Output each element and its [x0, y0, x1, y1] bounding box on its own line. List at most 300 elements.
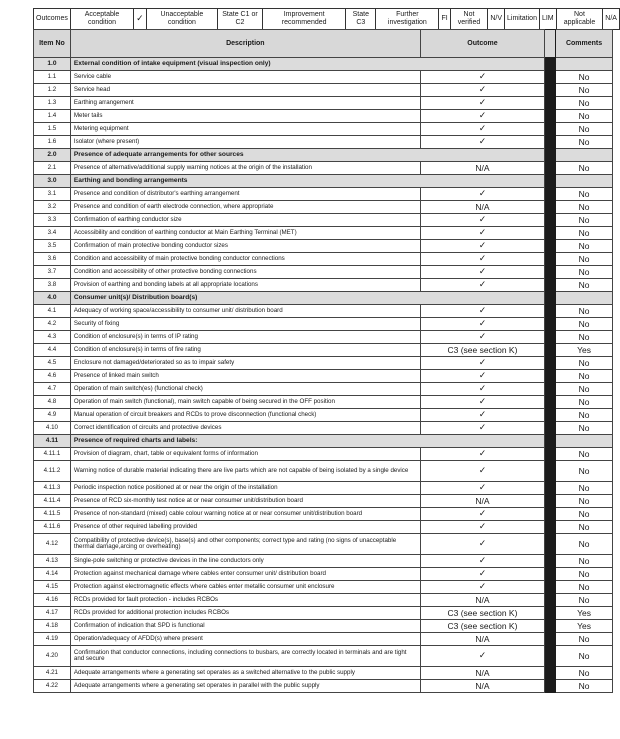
comments-cell: No	[556, 162, 613, 175]
outcome-cell: ✓	[420, 305, 544, 318]
item-number: 1.2	[34, 84, 71, 97]
item-number: 1.3	[34, 97, 71, 110]
outcome-cell: ✓	[420, 568, 544, 581]
comments-cell	[556, 149, 613, 162]
item-number: 2.0	[34, 149, 71, 162]
item-number: 2.1	[34, 162, 71, 175]
table-row	[34, 620, 613, 633]
comments-cell: No	[556, 646, 613, 667]
item-description: Presence of other required labelling provided	[70, 521, 420, 534]
separator-bar	[545, 84, 556, 97]
item-number: 4.15	[34, 581, 71, 594]
table-row	[34, 667, 613, 680]
separator-bar	[545, 607, 556, 620]
item-number: 3.8	[34, 279, 71, 292]
table-row	[34, 409, 613, 422]
item-description: Meter tails	[70, 110, 420, 123]
separator-bar	[545, 266, 556, 279]
item-number: 4.11.3	[34, 482, 71, 495]
comments-cell: No	[556, 123, 613, 136]
section-title: Presence of adequate arrangements for other sources	[70, 149, 544, 162]
separator-bar	[545, 149, 556, 162]
separator-bar	[545, 409, 556, 422]
comments-cell: No	[556, 370, 613, 383]
comments-cell: No	[556, 110, 613, 123]
outcome-cell: N/A	[420, 162, 544, 175]
outcome-cell: ✓	[420, 555, 544, 568]
comments-cell: No	[556, 253, 613, 266]
separator-bar	[545, 581, 556, 594]
table-row	[34, 521, 613, 534]
item-number: 4.2	[34, 318, 71, 331]
separator-bar	[545, 318, 556, 331]
outcome-cell: N/A	[420, 201, 544, 214]
outcome-cell: C3 (see section K)	[420, 344, 544, 357]
separator-bar	[545, 175, 556, 188]
item-description: Security of fixing	[70, 318, 420, 331]
separator-bar	[545, 188, 556, 201]
legend-cell: Not applicable	[556, 9, 603, 30]
item-number: 1.6	[34, 136, 71, 149]
separator-bar	[545, 521, 556, 534]
item-number: 4.21	[34, 667, 71, 680]
comments-cell: Yes	[556, 344, 613, 357]
outcome-cell: ✓	[420, 214, 544, 227]
header-item-no: Item No	[34, 30, 71, 58]
item-description: Metering equipment	[70, 123, 420, 136]
item-number: 4.11.2	[34, 461, 71, 482]
item-description: Condition of enclosure(s) in terms of IP rating	[70, 331, 420, 344]
legend-cell: N/A	[603, 9, 620, 30]
comments-cell: No	[556, 568, 613, 581]
separator-bar	[545, 383, 556, 396]
item-description: RCDs provided for additional protection includes RCBOs	[70, 607, 420, 620]
separator-bar	[545, 396, 556, 409]
comments-cell: No	[556, 521, 613, 534]
item-number: 4.13	[34, 555, 71, 568]
outcome-cell: ✓	[420, 331, 544, 344]
comments-cell: No	[556, 495, 613, 508]
outcome-cell: ✓	[420, 123, 544, 136]
outcome-cell: ✓	[420, 110, 544, 123]
item-number: 3.2	[34, 201, 71, 214]
table-row	[34, 71, 613, 84]
table-row	[34, 110, 613, 123]
outcome-cell: N/A	[420, 633, 544, 646]
table-row	[34, 123, 613, 136]
header-outcome: Outcome	[420, 30, 544, 58]
item-number: 4.17	[34, 607, 71, 620]
outcome-cell: ✓	[420, 318, 544, 331]
item-description: Accessibility and condition of earthing conductor at Main Earthing Terminal (MET)	[70, 227, 420, 240]
separator-bar	[545, 633, 556, 646]
outcome-cell: ✓	[420, 422, 544, 435]
separator-bar	[545, 646, 556, 667]
table-header-row	[34, 30, 613, 58]
item-number: 1.5	[34, 123, 71, 136]
comments-cell: Yes	[556, 620, 613, 633]
outcome-cell: ✓	[420, 508, 544, 521]
comments-cell	[556, 175, 613, 188]
legend-cell: Outcomes	[34, 9, 71, 30]
separator-bar	[545, 123, 556, 136]
comments-cell: No	[556, 534, 613, 555]
table-row	[34, 422, 613, 435]
item-description: Enclosure not damaged/deteriorated so as to impair safety	[70, 357, 420, 370]
item-number: 4.20	[34, 646, 71, 667]
section-header-row	[34, 292, 613, 305]
item-description: Presence and condition of earth electrode connection, where appropriate	[70, 201, 420, 214]
comments-cell: No	[556, 667, 613, 680]
separator-bar	[545, 482, 556, 495]
item-number: 4.1	[34, 305, 71, 318]
separator-bar	[545, 495, 556, 508]
table-row	[34, 227, 613, 240]
outcome-cell: N/A	[420, 680, 544, 693]
item-number: 4.5	[34, 357, 71, 370]
item-description: Single-pole switching or protective devices in the line conductors only	[70, 555, 420, 568]
table-row	[34, 555, 613, 568]
separator-bar	[545, 162, 556, 175]
item-number: 3.4	[34, 227, 71, 240]
separator-bar	[545, 201, 556, 214]
item-description: Warning notice of durable material indicating there are live parts which are not capable of being isolated by a single device	[70, 461, 420, 482]
inspection-schedule-table	[33, 29, 613, 693]
item-number: 4.16	[34, 594, 71, 607]
comments-cell: No	[556, 357, 613, 370]
separator-bar	[545, 110, 556, 123]
separator-bar	[545, 370, 556, 383]
legend-cell: State C3	[346, 9, 376, 30]
comments-cell: No	[556, 581, 613, 594]
separator-bar	[545, 136, 556, 149]
item-description: Adequate arrangements where a generating set operates as a switched alternative to the public supply	[70, 667, 420, 680]
item-description: Condition and accessibility of main protective bonding conductor connections	[70, 253, 420, 266]
separator-bar	[545, 357, 556, 370]
item-number: 4.14	[34, 568, 71, 581]
outcome-cell: ✓	[420, 357, 544, 370]
table-row	[34, 508, 613, 521]
table-row	[34, 84, 613, 97]
table-row	[34, 607, 613, 620]
header-comments: Comments	[556, 30, 613, 58]
item-number: 4.11.5	[34, 508, 71, 521]
item-number: 1.4	[34, 110, 71, 123]
outcome-cell: ✓	[420, 396, 544, 409]
comments-cell: No	[556, 409, 613, 422]
item-description: Presence of alternative/additional supply warning notices at the origin of the installation	[70, 162, 420, 175]
table-row	[34, 305, 613, 318]
outcome-cell: ✓	[420, 188, 544, 201]
table-row	[34, 568, 613, 581]
outcome-cell: ✓	[420, 409, 544, 422]
item-description: Condition and accessibility of other protective bonding connections	[70, 266, 420, 279]
table-row	[34, 318, 613, 331]
comments-cell: No	[556, 188, 613, 201]
table-row	[34, 97, 613, 110]
outcome-cell: ✓	[420, 279, 544, 292]
section-header-row	[34, 149, 613, 162]
outcome-cell: ✓	[420, 136, 544, 149]
item-description: Periodic inspection notice positioned at or near the origin of the installation	[70, 482, 420, 495]
comments-cell	[556, 58, 613, 71]
table-row	[34, 136, 613, 149]
table-row	[34, 162, 613, 175]
table-row	[34, 680, 613, 693]
comments-cell: No	[556, 461, 613, 482]
comments-cell: No	[556, 396, 613, 409]
item-description: Confirmation of main protective bonding conductor sizes	[70, 240, 420, 253]
separator-bar	[545, 461, 556, 482]
legend-cell: Further investigation	[376, 9, 439, 30]
separator-bar	[545, 253, 556, 266]
item-description: Presence of non-standard (mixed) cable colour warning notice at or near consumer unit/distribution board	[70, 508, 420, 521]
item-description: Service cable	[70, 71, 420, 84]
item-number: 4.3	[34, 331, 71, 344]
table-row	[34, 448, 613, 461]
legend-cell: Not verified	[450, 9, 488, 30]
item-description: Presence of RCD six-monthly test notice at or near consumer unit/distribution board	[70, 495, 420, 508]
outcome-cell: ✓	[420, 646, 544, 667]
outcome-cell: N/A	[420, 667, 544, 680]
table-row	[34, 534, 613, 555]
separator-bar	[545, 508, 556, 521]
item-description: Confirmation of indication that SPD is functional	[70, 620, 420, 633]
outcome-cell: ✓	[420, 253, 544, 266]
comments-cell: Yes	[556, 607, 613, 620]
separator-bar	[545, 227, 556, 240]
outcomes-legend	[33, 8, 620, 30]
separator-bar	[545, 422, 556, 435]
item-description: Operation of main switch (functional), main switch capable of being secured in the OFF position	[70, 396, 420, 409]
comments-cell	[556, 292, 613, 305]
legend-cell: N/V	[488, 9, 505, 30]
comments-cell: No	[556, 84, 613, 97]
separator-bar	[545, 292, 556, 305]
comments-cell	[556, 435, 613, 448]
outcome-cell: ✓	[420, 461, 544, 482]
item-description: Correct identification of circuits and protective devices	[70, 422, 420, 435]
separator-bar	[545, 240, 556, 253]
separator-bar	[545, 667, 556, 680]
separator-bar	[545, 555, 556, 568]
table-row	[34, 266, 613, 279]
comments-cell: No	[556, 448, 613, 461]
table-row	[34, 495, 613, 508]
legend-cell: Limitation	[505, 9, 540, 30]
comments-cell: No	[556, 422, 613, 435]
item-number: 4.0	[34, 292, 71, 305]
comments-cell: No	[556, 279, 613, 292]
outcome-cell: ✓	[420, 448, 544, 461]
outcome-cell: ✓	[420, 521, 544, 534]
item-number: 4.12	[34, 534, 71, 555]
outcome-cell: ✓	[420, 482, 544, 495]
legend-row	[34, 9, 620, 30]
item-number: 4.19	[34, 633, 71, 646]
legend-cell: ✓	[134, 9, 147, 30]
item-description: Presence of linked main switch	[70, 370, 420, 383]
separator-bar	[545, 594, 556, 607]
item-description: Protection against mechanical damage where cables enter consumer unit/ distribution board	[70, 568, 420, 581]
comments-cell: No	[556, 71, 613, 84]
item-number: 4.11.6	[34, 521, 71, 534]
comments-cell: No	[556, 555, 613, 568]
item-number: 4.18	[34, 620, 71, 633]
item-description: Provision of earthing and bonding labels at all appropriate locations	[70, 279, 420, 292]
comments-cell: No	[556, 201, 613, 214]
legend-cell: Acceptable condition	[70, 9, 133, 30]
outcome-cell: ✓	[420, 534, 544, 555]
comments-cell: No	[556, 97, 613, 110]
item-description: Service head	[70, 84, 420, 97]
table-row	[34, 331, 613, 344]
table-row	[34, 279, 613, 292]
legend-cell: Improvement recommended	[262, 9, 345, 30]
table-row	[34, 214, 613, 227]
comments-cell: No	[556, 482, 613, 495]
table-row	[34, 594, 613, 607]
table-row	[34, 201, 613, 214]
separator-bar	[545, 279, 556, 292]
comments-cell: No	[556, 240, 613, 253]
table-row	[34, 253, 613, 266]
item-description: Manual operation of circuit breakers and RCDs to prove disconnection (functional check)	[70, 409, 420, 422]
separator-bar	[545, 214, 556, 227]
table-row	[34, 482, 613, 495]
table-row	[34, 357, 613, 370]
separator-bar	[545, 58, 556, 71]
item-description: Presence and condition of distributor's earthing arrangement	[70, 188, 420, 201]
section-header-row	[34, 175, 613, 188]
outcome-cell: ✓	[420, 581, 544, 594]
item-number: 3.3	[34, 214, 71, 227]
separator-bar	[545, 568, 556, 581]
table-row	[34, 383, 613, 396]
outcome-cell: N/A	[420, 594, 544, 607]
outcome-cell: ✓	[420, 370, 544, 383]
item-number: 3.5	[34, 240, 71, 253]
separator-bar	[545, 448, 556, 461]
section-header-row	[34, 58, 613, 71]
item-number: 4.8	[34, 396, 71, 409]
item-description: Adequate arrangements where a generating set operates in parallel with the public supply	[70, 680, 420, 693]
item-number: 1.0	[34, 58, 71, 71]
item-number: 3.7	[34, 266, 71, 279]
table-row	[34, 633, 613, 646]
item-description: Provision of diagram, chart, table or equivalent forms of information	[70, 448, 420, 461]
item-description: Protection against electromagnetic effects where cables enter metallic consumer unit enclosure	[70, 581, 420, 594]
table-row	[34, 646, 613, 667]
legend-cell: LIM	[539, 9, 556, 30]
item-number: 4.6	[34, 370, 71, 383]
separator-bar	[545, 331, 556, 344]
outcome-cell: ✓	[420, 97, 544, 110]
section-title: Consumer unit(s)/ Distribution board(s)	[70, 292, 544, 305]
item-description: Operation of main switch(es) (functional check)	[70, 383, 420, 396]
table-row	[34, 396, 613, 409]
separator-bar	[545, 71, 556, 84]
comments-cell: No	[556, 383, 613, 396]
outcome-cell: C3 (see section K)	[420, 620, 544, 633]
outcome-cell: ✓	[420, 266, 544, 279]
table-row	[34, 344, 613, 357]
comments-cell: No	[556, 594, 613, 607]
item-number: 1.1	[34, 71, 71, 84]
separator-bar	[545, 344, 556, 357]
outcome-cell: ✓	[420, 71, 544, 84]
item-number: 4.11.1	[34, 448, 71, 461]
outcome-cell: C3 (see section K)	[420, 607, 544, 620]
section-title: External condition of intake equipment (visual inspection only)	[70, 58, 544, 71]
outcome-cell: ✓	[420, 84, 544, 97]
item-description: Earthing arrangement	[70, 97, 420, 110]
outcome-cell: N/A	[420, 495, 544, 508]
item-number: 3.6	[34, 253, 71, 266]
outcome-cell: ✓	[420, 240, 544, 253]
comments-cell: No	[556, 227, 613, 240]
comments-cell: No	[556, 136, 613, 149]
legend-cell: Unacceptable condition	[146, 9, 217, 30]
item-number: 4.11	[34, 435, 71, 448]
item-number: 3.1	[34, 188, 71, 201]
legend-cell: State C1 or C2	[218, 9, 263, 30]
item-description: Confirmation that conductor connections, including connections to busbars, are correctly located in terminals and are tight and secure	[70, 646, 420, 667]
item-description: Condition of enclosure(s) in terms of fire rating	[70, 344, 420, 357]
section-header-row	[34, 435, 613, 448]
item-number: 4.22	[34, 680, 71, 693]
item-number: 4.7	[34, 383, 71, 396]
separator-bar	[545, 435, 556, 448]
table-row	[34, 240, 613, 253]
item-number: 3.0	[34, 175, 71, 188]
comments-cell: No	[556, 680, 613, 693]
separator-bar	[545, 30, 556, 58]
table-row	[34, 188, 613, 201]
item-description: Compatibility of protective device(s), base(s) and other components; correct type and rating (no signs of unacceptable thermal damage,arcing or overheating)	[70, 534, 420, 555]
item-description: RCDs provided for fault protection - includes RCBOs	[70, 594, 420, 607]
table-row	[34, 581, 613, 594]
separator-bar	[545, 534, 556, 555]
item-description: Operation/adequacy of AFDD(s) where present	[70, 633, 420, 646]
comments-cell: No	[556, 331, 613, 344]
item-number: 4.4	[34, 344, 71, 357]
header-description: Description	[70, 30, 420, 58]
item-number: 4.10	[34, 422, 71, 435]
separator-bar	[545, 305, 556, 318]
comments-cell: No	[556, 266, 613, 279]
separator-bar	[545, 620, 556, 633]
comments-cell: No	[556, 214, 613, 227]
table-row	[34, 461, 613, 482]
comments-cell: No	[556, 305, 613, 318]
table-row	[34, 370, 613, 383]
comments-cell: No	[556, 318, 613, 331]
outcome-cell: ✓	[420, 227, 544, 240]
item-number: 4.9	[34, 409, 71, 422]
legend-cell: FI	[439, 9, 450, 30]
item-description: Adequacy of working space/accessibility to consumer unit/ distribution board	[70, 305, 420, 318]
item-number: 4.11.4	[34, 495, 71, 508]
separator-bar	[545, 680, 556, 693]
section-title: Presence of required charts and labels:	[70, 435, 544, 448]
comments-cell: No	[556, 508, 613, 521]
item-description: Isolator (where present)	[70, 136, 420, 149]
comments-cell: No	[556, 633, 613, 646]
outcome-cell: ✓	[420, 383, 544, 396]
section-title: Earthing and bonding arrangements	[70, 175, 544, 188]
separator-bar	[545, 97, 556, 110]
